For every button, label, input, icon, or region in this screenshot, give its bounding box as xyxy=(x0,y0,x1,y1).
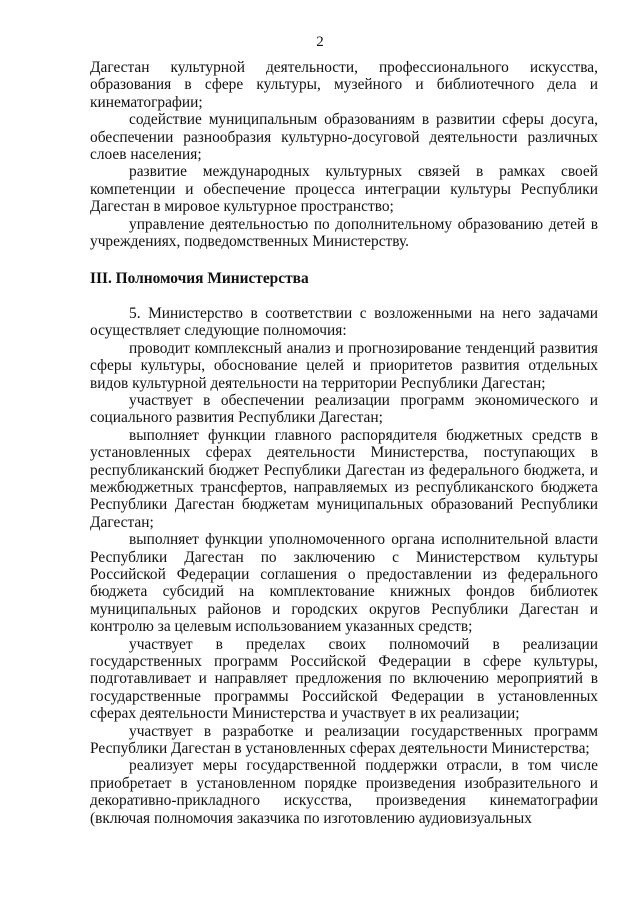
page-number: 2 xyxy=(316,34,324,50)
paragraph: 5. Министерство в соответствии с возложенными на него задачами осуществляет следующие полномочия: xyxy=(90,304,598,340)
paragraph: выполняет функции уполномоченного органа исполнительной власти Республики Дагестан по заключению с Министерством культуры Российской Федерации соглашения о предоставлении из федерального бюджета субсидий на комплектование книжных фондов библиотек муниципальных районов и городских округов Республики Дагестан и контролю за целевым использованием указанных средств; xyxy=(90,531,598,636)
paragraph: развитие международных культурных связей в рамках своей компетенции и обеспечение процесса интеграции культуры Республики Дагестан в мировое культурное пространство; xyxy=(90,163,598,216)
section-heading: III. Полномочия Министерства xyxy=(90,270,309,288)
paragraphs-after-heading xyxy=(90,305,598,827)
paragraph: проводит комплексный анализ и прогнозирование тенденций развития сферы культуры, обоснование целей и приоритетов развития отдельных видов культурной деятельности на территории Республики Дагестан; xyxy=(90,339,598,392)
paragraph: Дагестан культурной деятельности, профессионального искусства, образования в сфере культуры, музейного и библиотечного дела и кинематографии; xyxy=(90,59,598,111)
paragraph: реализует меры государственной поддержки отрасли, в том числе приобретает в установленном порядке произведения изобразительного и декоративно-прикладного искусства, произведения кинематографии (включая полномочия заказчика по изготовлению аудиовизуальных xyxy=(90,757,598,827)
paragraphs-before-heading xyxy=(90,59,598,250)
paragraph: управление деятельностью по дополнительному образованию детей в учреждениях, подведомственных Министерству. xyxy=(90,215,598,251)
paragraph: участвует в обеспечении реализации программ экономического и социального развития Республики Дагестан; xyxy=(90,391,598,427)
paragraph: участвует в разработке и реализации государственных программ Республики Дагестан в установленных сферах деятельности Министерства; xyxy=(90,722,598,758)
document-body xyxy=(90,59,598,827)
paragraph: участвует в пределах своих полномочий в реализации государственных программ Российской Федерации в сфере культуры, подготавливает и направляет предложения по включению мероприятий в государственные программы Российской Федерации в установленных сферах деятельности Министерства и участвует в их реализации; xyxy=(90,635,598,723)
paragraph: содействие муниципальным образованиям в развитии сферы досуга, обеспечении разнообразия культурно-досуговой деятельности различных слоев населения; xyxy=(90,111,598,164)
paragraph: выполняет функции главного распорядителя бюджетных средств в установленных сферах деятельности Министерства, поступающих в республиканский бюджет Республики Дагестан из федерального бюджета, и межбюджетных трансфертов, направляемых из республиканского бюджета Республики Дагестан бюджетам муниципальных образований Республики Дагестан; xyxy=(90,426,598,531)
